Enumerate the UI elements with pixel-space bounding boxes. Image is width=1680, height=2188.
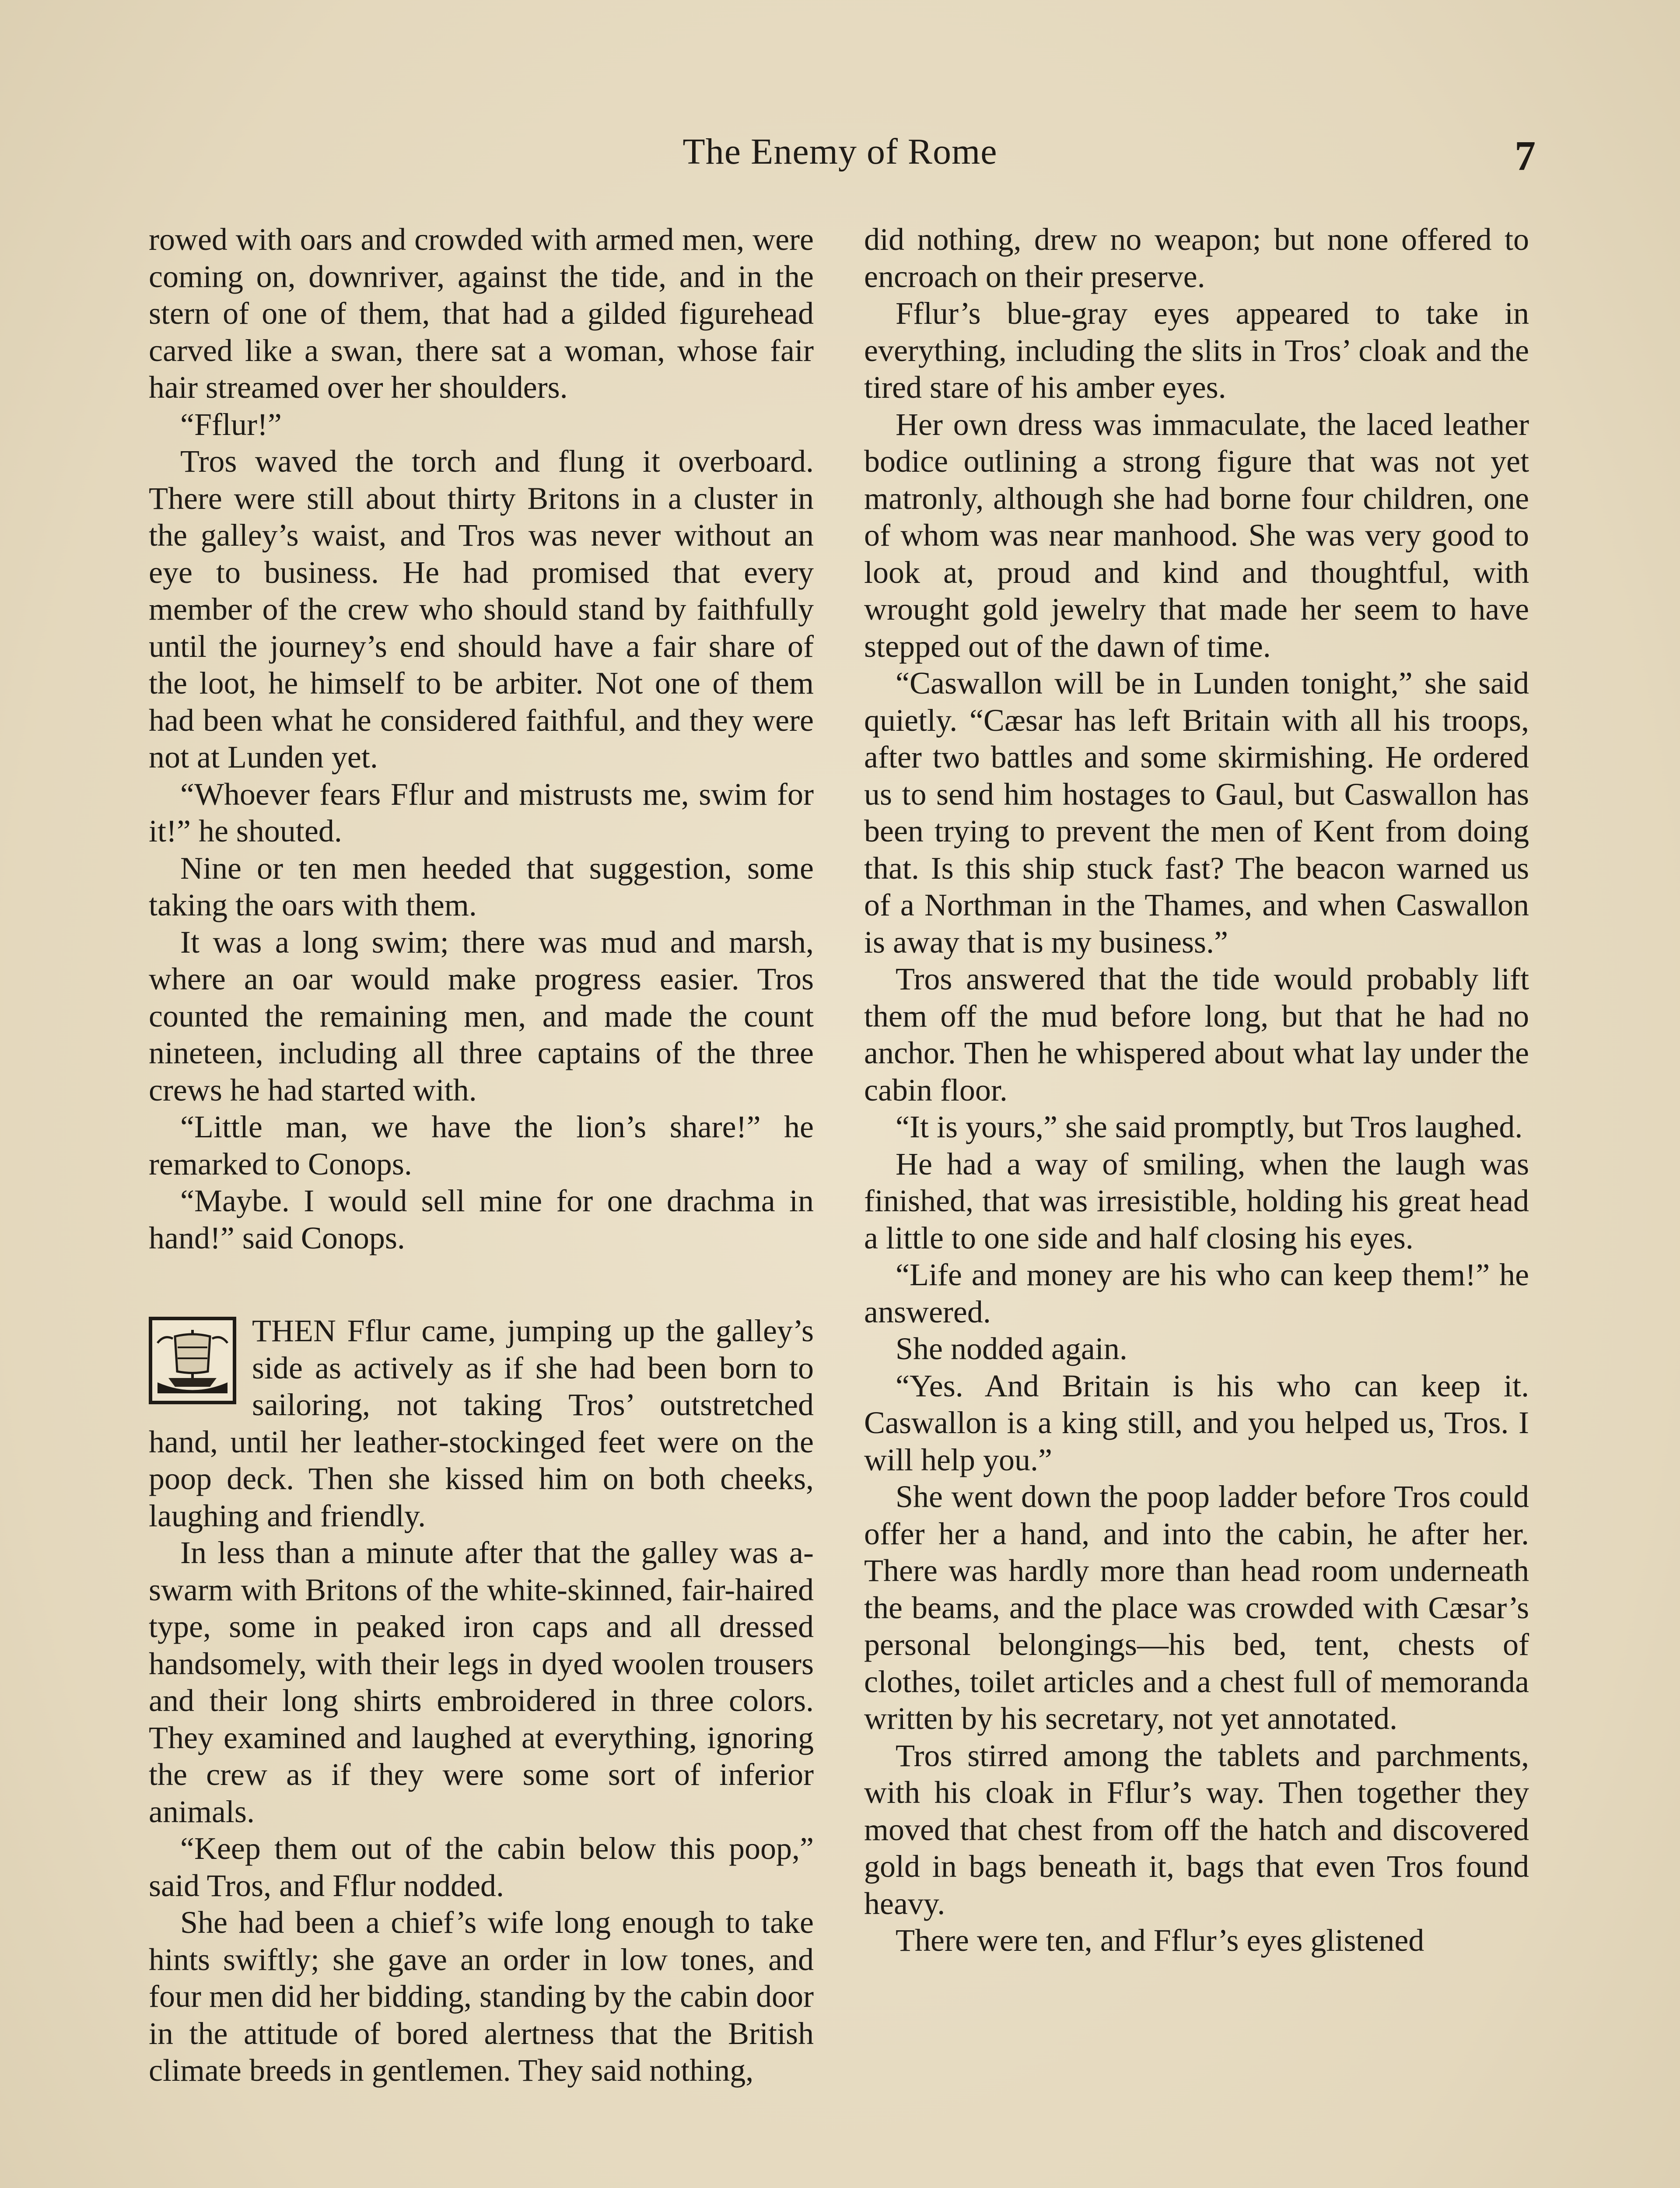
running-header-title: The Enemy of Rome — [682, 131, 998, 172]
paragraph: She went down the poop ladder before Tros could offer her a hand, and into the cabin, he after her. There was hardly more than head room underneath the beams, and the place was crowded with Cæsar’s personal belongings—his bed, tent, chests of clothes, toilet articles and a chest full of memoranda written by his secretary, not yet annotated. — [864, 1479, 1529, 1736]
paragraph-text: THEN Fflur came, jumping up the galley’s side as actively as if she had been born to sailoring, not taking Tros’ outstretched hand, until her leather-stockinged feet were on the poop deck. Then she kissed him on both cheeks, laughing and friendly. — [149, 1313, 814, 1533]
left-text-column — [149, 221, 814, 2089]
paragraph: “Fflur!” — [180, 407, 282, 442]
paragraph: Tros waved the torch and flung it overboard. There were still about thirty Britons in a cluster in the galley’s waist, and Tros was never without an eye to business. He had promised that every member of the crew who should stand by faithfully until the journey’s end should have a fair share of the loot, he himself to be arbiter. Not one of them had been what he considered faithful, and they were not at Lunden yet. — [149, 444, 814, 775]
paragraph: In less than a minute after that the galley was a-swarm with Britons of the white-skinned, fair-haired type, some in peaked iron caps and all dressed handsomely, with their legs in dyed woolen trousers and their long shirts embroidered in three colors. They examined and laughed at everything, ignoring the crew as if they were some sort of inferior animals. — [149, 1535, 814, 1829]
ship-ornament-icon — [149, 1317, 236, 1404]
paragraph: did nothing, drew no weapon; but none offered to encroach on their preserve. — [864, 222, 1529, 294]
paragraph: Tros stirred among the tablets and parchments, with his cloak in Fflur’s way. Then together they moved that chest from off the hatch and discovered gold in bags beneath it, bags that even Tros found heavy. — [864, 1738, 1529, 1921]
paragraph: “Caswallon will be in Lunden tonight,” she said quietly. “Cæsar has left Britain with all his troops, after two battles and some skirmishing. He ordered us to send him hostages to Gaul, but Caswallon has been trying to prevent the men of Kent from doing that. Is this ship stuck fast? The beacon warned us of a Northman in the Thames, and when Caswallon is away that is my business.” — [864, 666, 1529, 960]
paragraph: It was a long swim; there was mud and marsh, where an oar would make progress easier. Tros counted the remaining men, and made the count nineteen, including all three captains of the three crews he had started with. — [149, 924, 814, 1108]
paragraph: “Little man, we have the lion’s share!” he remarked to Conops. — [149, 1109, 814, 1182]
paragraph: “Keep them out of the cabin below this poop,” said Tros, and Fflur nodded. — [149, 1831, 814, 1903]
paragraph: Tros answered that the tide would probably lift them off the mud before long, but that he had no anchor. Then he whispered about what lay under the cabin floor. — [864, 961, 1529, 1108]
paragraph: “Yes. And Britain is his who can keep it. Caswallon is a king still, and you helped us, Tros. I will help you.” — [864, 1368, 1529, 1477]
paragraph: She nodded again. — [896, 1331, 1127, 1366]
paragraph: She had been a chief’s wife long enough to take hints swiftly; she gave an order in low tones, and four men did her bidding, standing by the cabin door in the attitude of bored alertness that the British climate breeds in gentlemen. They said nothing, — [149, 1905, 814, 2088]
paragraph: rowed with oars and crowded with armed men, were coming on, downriver, against the tide, and in the stern of one of them, that had a gilded figurehead carved like a swan, there sat a woman, whose fair hair streamed over her shoulders. — [149, 222, 814, 405]
paragraph: There were ten, and Fflur’s eyes glistened — [896, 1923, 1424, 1958]
paragraph: Fflur’s blue-gray eyes appeared to take in everything, including the slits in Tros’ cloak and the tired stare of his amber eyes. — [864, 296, 1529, 405]
paragraph: “Whoever fears Fflur and mistrusts me, swim for it!” he shouted. — [149, 776, 814, 849]
paragraph: Her own dress was immaculate, the laced leather bodice outlining a strong figure that was not yet matronly, although she had borne four children, one of whom was near manhood. She was very good to look at, proud and kind and thoughtful, with wrought gold jewelry that made her seem to have stepped out of the dawn of time. — [864, 407, 1529, 664]
paragraph: He had a way of smiling, when the laugh was finished, that was irresistible, holding his great head a little to one side and half closing his eyes. — [864, 1146, 1529, 1255]
paragraph: “It is yours,” she said promptly, but Tros laughed. — [896, 1109, 1523, 1144]
right-text-column — [864, 221, 1529, 1959]
page-number: 7 — [1515, 132, 1536, 179]
section-opening-paragraph — [149, 1312, 814, 1534]
paragraph: “Maybe. I would sell mine for one drachma in hand!” said Conops. — [149, 1183, 814, 1255]
paragraph: Nine or ten men heeded that suggestion, some taking the oars with them. — [149, 850, 814, 922]
paragraph: “Life and money are his who can keep them!” he answered. — [864, 1257, 1529, 1329]
